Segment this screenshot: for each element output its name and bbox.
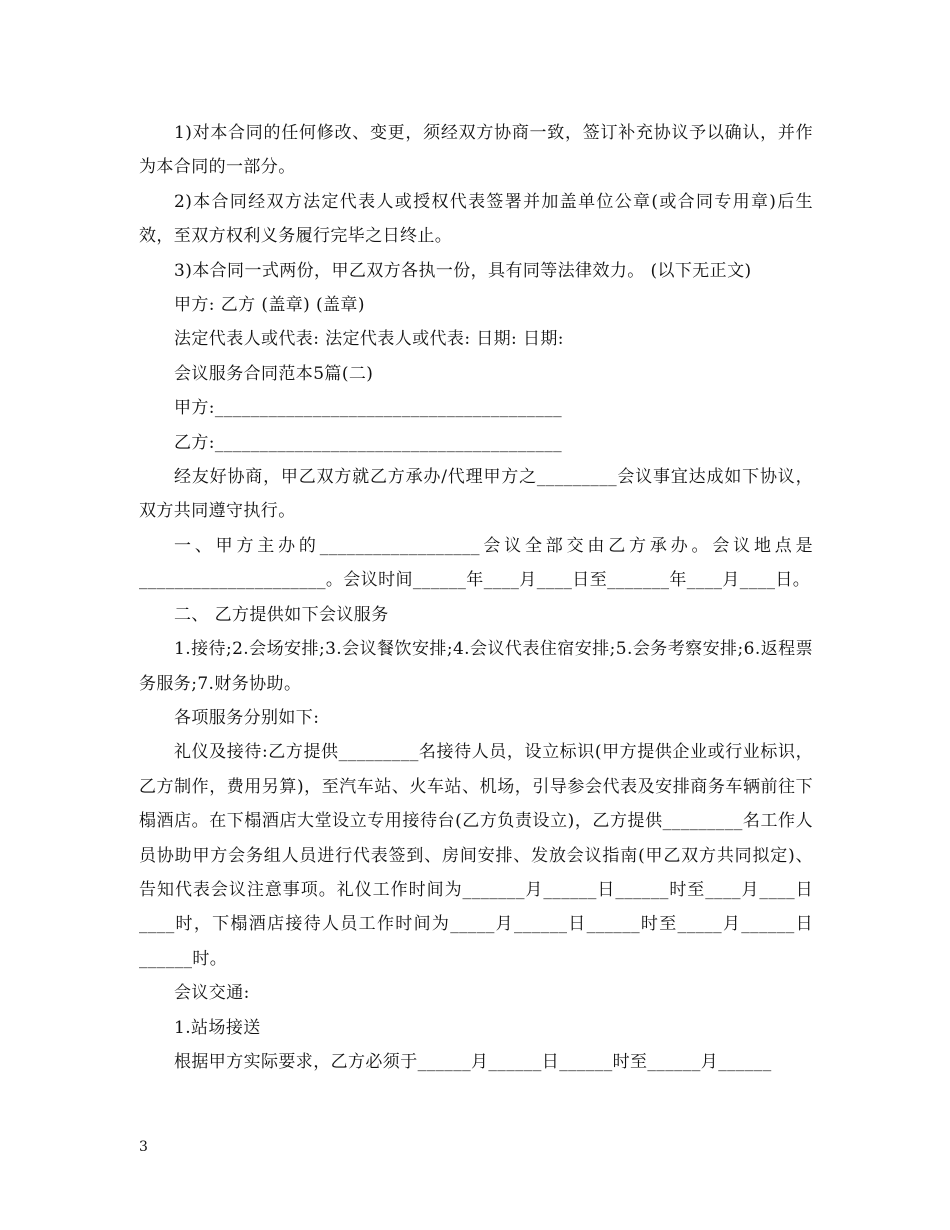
page-number: 3 xyxy=(139,1139,148,1155)
paragraph-clause-2: 2)本合同经双方法定代表人或授权代表签署并加盖单位公章(或合同专用章)后生效，至双方权利义务履行完毕之日终止。 xyxy=(139,191,813,247)
paragraph-representatives-dates: 法定代表人或代表: 法定代表人或代表: 日期: 日期: xyxy=(174,329,564,350)
paragraph-service-list: 1.接待;2.会场安排;3.会议餐饮安排;4.会议代表住宿安排;5.会务考察安排;6.返程票务服务;7.财务协助。 xyxy=(139,639,813,694)
paragraph-party-b: 乙方:_______________________________________ xyxy=(174,432,563,453)
section-title: 会议服务合同范本5篇(二) xyxy=(174,363,374,384)
paragraph-preamble: 经友好协商，甲乙双方就乙方承办/代理甲方之_________会议事宜达成如下协议，双方共同遵守执行。 xyxy=(139,467,813,522)
paragraph-pickup-requirement: 根据甲方实际要求，乙方必须于______月______日______时至______月______ xyxy=(174,1051,772,1072)
paragraph-article-1: 一、甲方主办的__________________会议全部交由乙方承办。会议地点是_____________________。会议时间______年____月____日至_______年____月____日。 xyxy=(139,535,813,591)
paragraph-clause-1: 1)对本合同的任何修改、变更，须经双方协商一致，签订补充协议予以确认，并作为本合同的一部分。 xyxy=(139,123,813,178)
paragraph-transport-heading: 会议交通: xyxy=(174,983,250,1004)
document-body xyxy=(139,116,813,1079)
paragraph-reception: 礼仪及接待:乙方提供_________名接待人员，设立标识(甲方提供企业或行业标识，乙方制作，费用另算)，至汽车站、火车站、机场，引导参会代表及安排商务车辆前往下榻酒店。在下榻酒店大堂设立专用接待台(乙方负责设立)，乙方提供_________名工作人员协助甲方会务组人员进行代表签到、房间安排、发放会议指南(甲乙双方共同拟定)、告知代表会议注意事项。礼仪工作时间为_______月______日______时至____月____日____时，下榻酒店接待人员工作时间为_____月______日______时至_____月______日______时。 xyxy=(139,742,813,969)
paragraph-party-seals: 甲方: 乙方 (盖章) (盖章) xyxy=(174,295,365,316)
paragraph-services-intro: 各项服务分别如下: xyxy=(174,707,320,728)
paragraph-article-2-heading: 二、 乙方提供如下会议服务 xyxy=(174,604,389,625)
paragraph-clause-3: 3)本合同一式两份，甲乙双方各执一份，具有同等法律效力。 (以下无正文) xyxy=(174,260,752,281)
paragraph-party-a: 甲方:_______________________________________ xyxy=(174,398,563,419)
paragraph-station-pickup: 1.站场接送 xyxy=(174,1017,261,1038)
